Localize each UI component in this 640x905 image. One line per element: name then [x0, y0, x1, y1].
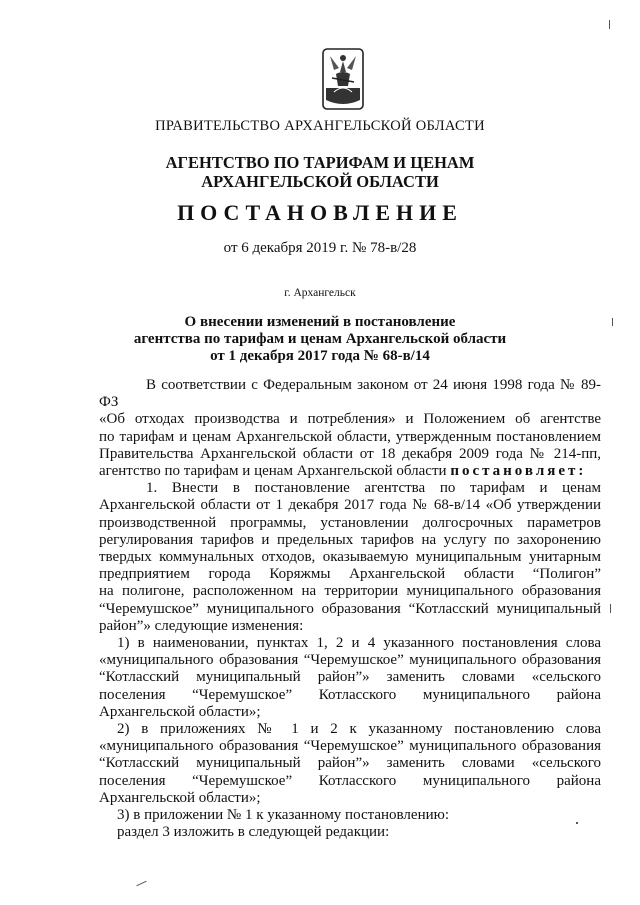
text-line: «Об отходах производства и потребления» и Положением об агентстве [99, 411, 601, 428]
document-body [99, 377, 601, 841]
scan-speck [136, 881, 146, 887]
text-line: 1. Внести в постановление агентства по тарифам и ценам [146, 480, 601, 497]
subitem-1-paragraph [99, 635, 601, 721]
text-line: Архангельской области»; [99, 703, 261, 720]
text-line: Архангельской области»; [99, 789, 261, 806]
text-line: регулирования тарифов и предельных тарифов на услугу по захоронению [99, 531, 601, 548]
text-line: 3) в приложении № 1 к указанному постановлению: [117, 807, 449, 824]
subject-line2: агентства по тарифам и ценам Архангельской области [133, 331, 507, 347]
text-line: по тарифам и ценам Архангельской области, утвержденным постановлением [99, 428, 601, 445]
scan-speck [576, 822, 578, 824]
text-line: на полигоне, расположенном на территории муниципального образования [99, 583, 601, 600]
agency-name-line1: АГЕНТСТВО ПО ТАРИФАМ И ЦЕНАМ [165, 153, 475, 172]
scan-speck [610, 604, 611, 613]
text-line: В соответствии с Федеральным законом от 24 июня 1998 года № 89-ФЗ [99, 377, 601, 411]
text-line: “Котласский муниципальный район”» заменить словами «сельского [99, 755, 601, 772]
agency-name-line2: АРХАНГЕЛЬСКОЙ ОБЛАСТИ [201, 172, 439, 191]
text-line: предприятием города Коряжмы Архангельской области “Полигон” [99, 566, 601, 583]
text-line [99, 463, 601, 480]
text-line: 1) в наименовании, пунктах 1, 2 и 4 указанного постановления слова [117, 635, 601, 652]
text-line: “Черемушское” муниципального образования “Котласский муниципальный [99, 600, 601, 617]
text-line: поселения “Черемушское” Котласского муниципального района [99, 772, 601, 789]
scan-speck [609, 20, 610, 29]
text-line: поселения “Черемушское” Котласского муниципального района [99, 686, 601, 703]
subitem-2-paragraph [99, 721, 601, 807]
subject-line3: от 1 декабря 2017 года № 68-в/14 [210, 348, 430, 364]
preamble-paragraph [99, 377, 601, 480]
document-type-title: ПОСТАНОВЛЕНИЕ [177, 200, 463, 225]
text-line-part: агентство по тарифам и ценам Архангельской области [99, 463, 447, 480]
resolution-keyword: постановляет: [450, 463, 587, 480]
scan-speck [612, 318, 613, 326]
text-line: производственной программы, установлении долгосрочных параметров [99, 514, 601, 531]
government-name: ПРАВИТЕЛЬСТВО АРХАНГЕЛЬСКОЙ ОБЛАСТИ [155, 118, 485, 134]
text-line: “Котласский муниципальный район”» заменить словами «сельского [99, 669, 601, 686]
text-line: раздел 3 изложить в следующей редакции: [117, 824, 390, 841]
text-line: Правительства Архангельской области от 18 декабря 2009 года № 214-пп, [99, 445, 601, 462]
text-line: район”» следующие изменения: [99, 617, 304, 634]
text-line: Архангельской области от 1 декабря 2017 года № 68-в/14 «Об утверждении [99, 497, 601, 514]
document-subject [0, 314, 640, 365]
text-line: 2) в приложениях № 1 и 2 к указанному постановлению слова [117, 721, 601, 738]
subitem-3-paragraph [99, 807, 601, 841]
text-line: «муниципального образования “Черемушское” муниципального образования [99, 652, 601, 669]
document-date-number: от 6 декабря 2019 г. № 78-в/28 [223, 240, 417, 256]
subject-line1: О внесении изменений в постановление [184, 314, 456, 330]
text-line: «муниципального образования “Черемушское” муниципального образования [99, 738, 601, 755]
text-line: твердых коммунальных отходов, оказываемую муниципальным унитарным [99, 549, 601, 566]
document-city: г. Архангельск [284, 287, 356, 299]
coat-of-arms-emblem [322, 48, 364, 110]
item-1-paragraph [99, 480, 601, 635]
agency-name [0, 153, 640, 191]
